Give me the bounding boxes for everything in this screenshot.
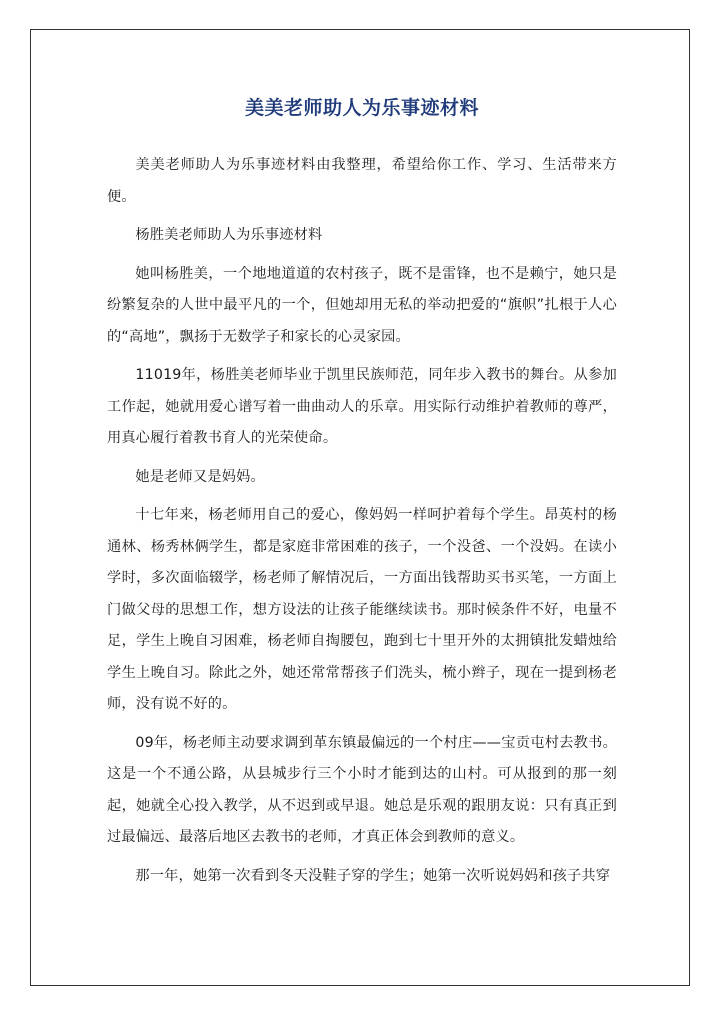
paragraph: 那一年，她第一次看到冬天没鞋子穿的学生；她第一次听说妈妈和孩子共穿 (135, 867, 611, 884)
document-body (107, 88, 617, 899)
paragraph: 她叫杨胜美，一个地地道道的农村孩子，既不是雷锋，也不是赖宁，她只是纷繁复杂的人世中最平凡的一个，但她却用无私的举动把爱的“旗帜”扎根于人心的“高地”，飘扬于无数学子和家长的心灵家园。 (107, 265, 617, 345)
paragraph-subtitle: 杨胜美老师助人为乐事迹材料 (135, 227, 323, 243)
paragraph: 11019年，杨胜美老师毕业于凯里民族师范，同年步入教书的舞台。从参加工作起，她就用爱心谱写着一曲曲动人的乐章。用实际行动维护着教师的尊严，用真心履行着教书育人的光荣使命。 (107, 367, 617, 446)
paragraph: 09年，杨老师主动要求调到革东镇最偏远的一个村庄——宝贡屯村去教书。这是一个不通公路，从县城步行三个小时才能到达的山村。可从报到的那一刻起，她就全心投入教学，从不迟到或早退。她总是乐观的跟朋友说：只有真正到过最偏远、最落后地区去教书的老师，才真正体会到教师的意义。 (107, 734, 617, 845)
document-title: 美美老师助人为乐事迹材料 (244, 97, 479, 119)
paragraph: 她是老师又是妈妈。 (135, 468, 265, 485)
paragraph-intro: 美美老师助人为乐事迹材料由我整理，希望给你工作、学习、生活带来方便。 (107, 157, 617, 205)
paragraph: 十七年来，杨老师用自己的爱心，像妈妈一样呵护着每个学生。昂英村的杨通林、杨秀林俩学生，都是家庭非常困难的孩子，一个没爸、一个没妈。在读小学时，多次面临辍学，杨老师了解情况后，一方面出钱帮助买书买笔，一方面上门做父母的思想工作，想方设法的让孩子能继续读书。那时候条件不好，电量不足，学生上晚自习困难，杨老师自掏腰包，跑到七十里开外的太拥镇批发蜡烛给学生上晚自习。除此之外，她还常常帮孩子们洗头，梳小辫子，现在一提到杨老师，没有说不好的。 (107, 507, 617, 712)
